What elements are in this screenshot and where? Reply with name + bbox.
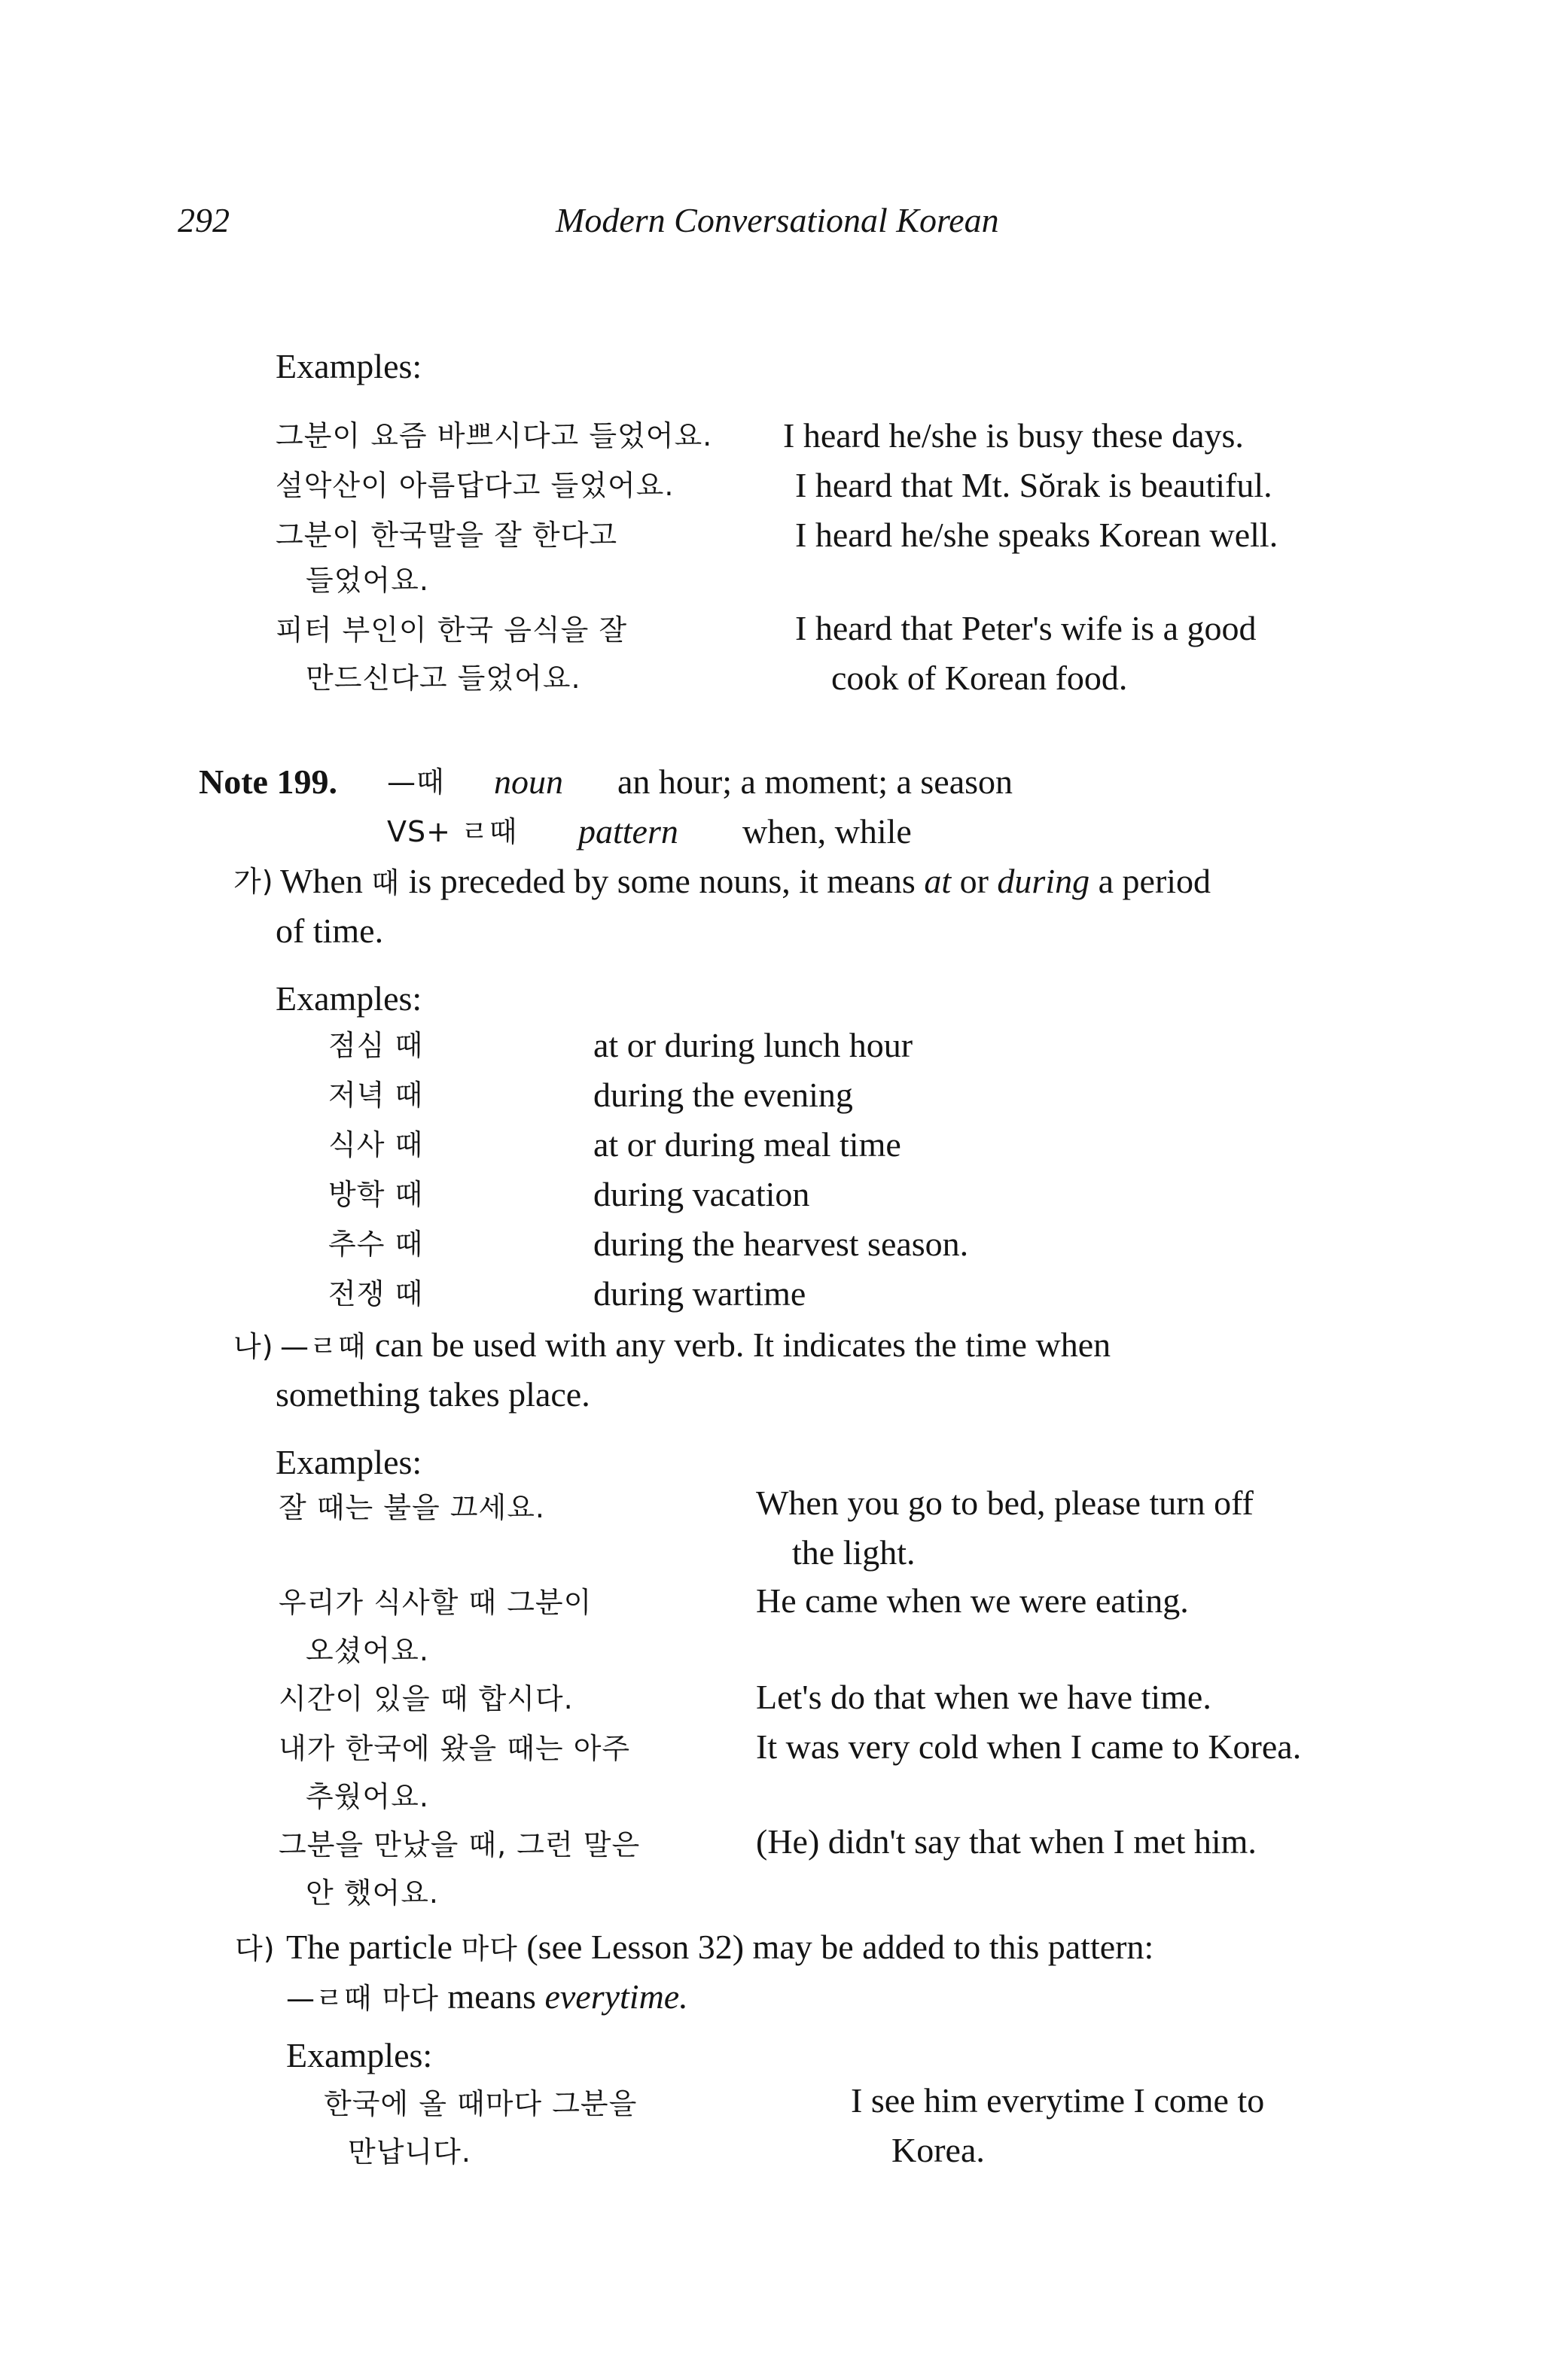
example-korean-cont: 오셨어요. bbox=[306, 1634, 429, 1667]
paragraph-line: something takes place. bbox=[276, 1375, 590, 1414]
example-korean-cont: 추웠어요. bbox=[306, 1780, 429, 1813]
example-korean: 시간이 있을 때 합시다. bbox=[279, 1682, 574, 1715]
page-number: 292 bbox=[178, 201, 230, 239]
example-korean: 저녁 때 bbox=[328, 1079, 424, 1112]
example-korean-cont: 들었어요. bbox=[306, 564, 429, 597]
example-english: (He) didn't say that when I met him. bbox=[756, 1822, 1257, 1861]
example-korean: 한국에 올 때마다 그분을 bbox=[324, 2087, 638, 2120]
example-korean-cont: 안 했어요. bbox=[306, 1876, 439, 1910]
example-korean: 식사 때 bbox=[328, 1128, 424, 1161]
example-english: I heard that Peter's wife is a good bbox=[795, 609, 1257, 647]
example-english: during the evening bbox=[593, 1076, 853, 1114]
example-english: at or during lunch hour bbox=[593, 1026, 913, 1064]
note-form: VS+ ㄹ때 bbox=[387, 815, 518, 848]
example-english: When you go to bed, please turn off bbox=[756, 1484, 1254, 1522]
paragraph-line: —ㄹ때 can be used with any verb. It indicates the time when bbox=[280, 1325, 1111, 1364]
example-english: Let's do that when we have time. bbox=[756, 1678, 1211, 1716]
example-korean: 설악산이 아름답다고 들었어요. bbox=[276, 469, 675, 502]
example-english: during the hearvest season. bbox=[593, 1225, 969, 1263]
examples-label: Examples: bbox=[276, 347, 422, 385]
paragraph-line: of time. bbox=[276, 912, 384, 950]
note-label: Note 199. bbox=[199, 762, 337, 801]
example-korean: 내가 한국에 왔을 때는 아주 bbox=[279, 1732, 631, 1765]
example-korean: 피터 부인이 한국 음식을 잘 bbox=[276, 613, 628, 647]
example-english-cont: the light. bbox=[792, 1533, 916, 1572]
example-korean: 그분이 요즘 바쁘시다고 들었어요. bbox=[276, 419, 713, 452]
section-marker: 가) bbox=[233, 865, 274, 898]
example-korean: 방학 때 bbox=[328, 1178, 424, 1211]
example-korean: 추수 때 bbox=[328, 1228, 424, 1261]
note-part-of-speech: noun bbox=[494, 762, 563, 801]
note-part-of-speech: pattern bbox=[578, 812, 678, 851]
example-korean: 점심 때 bbox=[328, 1029, 424, 1062]
example-korean: 그분이 한국말을 잘 한다고 bbox=[276, 519, 618, 552]
section-marker: 나) bbox=[233, 1330, 274, 1363]
example-korean: 그분을 만났을 때, 그런 말은 bbox=[279, 1828, 641, 1861]
example-english: at or during meal time bbox=[593, 1125, 901, 1164]
paragraph-line: The particle 마다 (see Lesson 32) may be added to this pattern: bbox=[286, 1928, 1154, 1966]
example-korean: 전쟁 때 bbox=[328, 1277, 424, 1310]
example-english: I heard that Mt. Sŏrak is beautiful. bbox=[795, 466, 1272, 504]
example-korean: 우리가 식사할 때 그분이 bbox=[279, 1586, 593, 1619]
example-english: I see him everytime I come to bbox=[851, 2081, 1265, 2120]
example-english: It was very cold when I came to Korea. bbox=[756, 1727, 1302, 1766]
examples-label: Examples: bbox=[276, 1443, 422, 1481]
note-meaning: when, while bbox=[742, 812, 912, 851]
example-english: during vacation bbox=[593, 1175, 810, 1213]
example-english: I heard he/she is busy these days. bbox=[783, 416, 1244, 455]
running-head-title: Modern Conversational Korean bbox=[556, 201, 999, 239]
paragraph-line: —ㄹ때 마다 means everytime. bbox=[286, 1977, 688, 2016]
examples-label: Examples: bbox=[276, 979, 422, 1018]
example-english: He came when we were eating. bbox=[756, 1581, 1189, 1620]
example-english-cont: Korea. bbox=[891, 2131, 985, 2169]
example-korean: 잘 때는 불을 끄세요. bbox=[279, 1491, 545, 1524]
example-english: I heard he/she speaks Korean well. bbox=[795, 516, 1278, 554]
example-english: during wartime bbox=[593, 1274, 806, 1313]
examples-label: Examples: bbox=[286, 2036, 433, 2074]
example-english-cont: cook of Korean food. bbox=[831, 659, 1128, 697]
example-korean-cont: 만납니다. bbox=[348, 2135, 471, 2168]
section-marker: 다) bbox=[235, 1932, 276, 1965]
paragraph-line: When 때 is preceded by some nouns, it means at or during a period bbox=[280, 862, 1211, 900]
note-meaning: an hour; a moment; a season bbox=[617, 762, 1013, 801]
note-form: —때 bbox=[387, 765, 445, 799]
example-korean-cont: 만드신다고 들었어요. bbox=[306, 662, 581, 695]
